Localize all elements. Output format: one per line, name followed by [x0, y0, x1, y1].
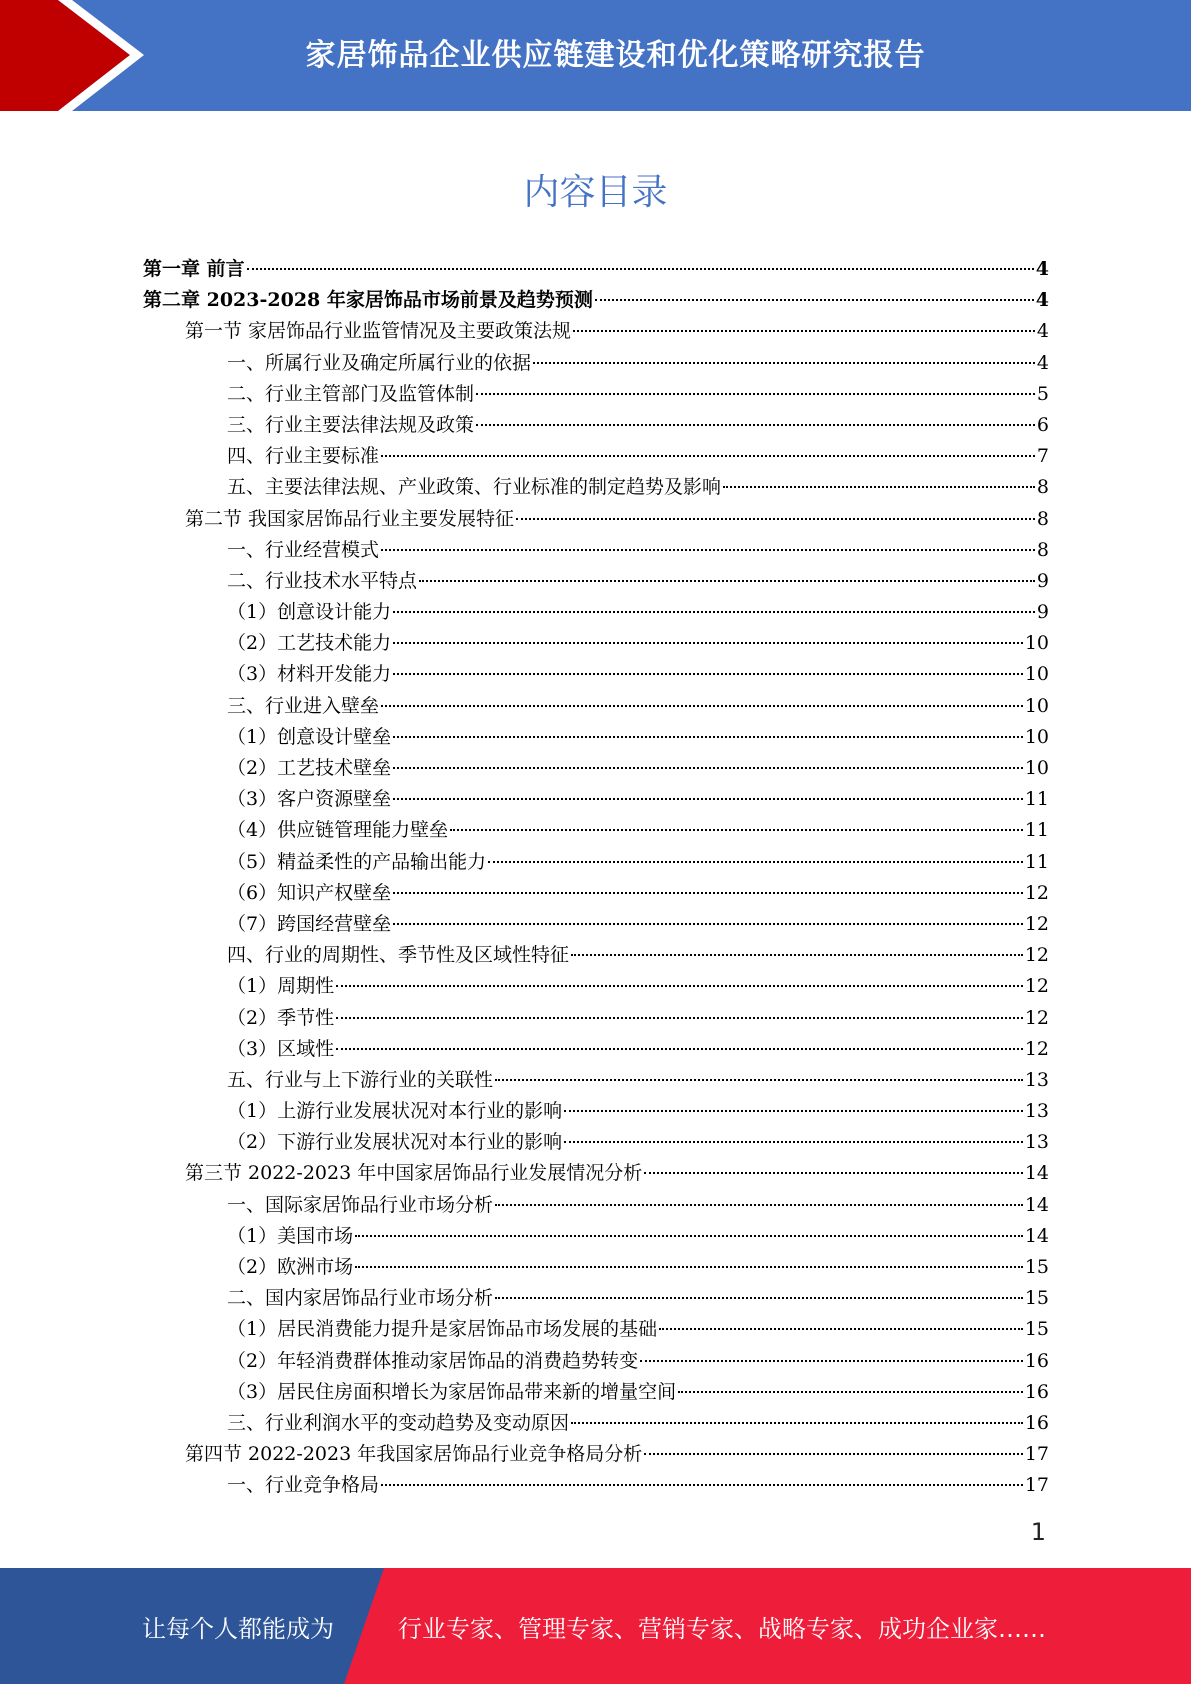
toc-entry-title: 第三节 2022-2023 年中国家居饰品行业发展情况分析	[185, 1162, 643, 1185]
toc-entry-page: 12	[1024, 944, 1049, 967]
toc-entry-page: 16	[1024, 1380, 1049, 1403]
toc-entry-page: 4	[1035, 289, 1049, 312]
toc-dot-leader	[533, 360, 1035, 364]
toc-entry[interactable]	[143, 535, 1049, 566]
toc-entry-page: 10	[1024, 725, 1049, 748]
toc-entry-page: 11	[1024, 850, 1049, 873]
toc-dot-leader	[336, 1046, 1023, 1050]
footer-slogan-left: 让每个人都能成为	[142, 1614, 334, 1643]
toc-dot-leader	[488, 859, 1023, 863]
toc-entry-title: 第一节 家居饰品行业监管情况及主要政策法规	[185, 320, 572, 343]
toc-entry-title: （2）工艺技术壁垒	[227, 757, 392, 779]
toc-dot-leader	[678, 1389, 1023, 1393]
toc-dot-leader	[644, 1451, 1023, 1455]
toc-entry[interactable]	[143, 847, 1049, 878]
toc-entry-page: 16	[1024, 1349, 1049, 1372]
toc-entry-title: 第四节 2022-2023 年我国家居饰品行业竞争格局分析	[185, 1443, 643, 1466]
toc-entry-title: （5）精益柔性的产品输出能力	[227, 850, 487, 873]
toc-entry-title: 一、国际家居饰品行业市场分析	[227, 1193, 494, 1216]
toc-entry-title: （2）季节性	[227, 1006, 335, 1029]
toc-entry-page: 13	[1024, 1068, 1049, 1091]
toc-entry[interactable]	[143, 722, 1049, 753]
toc-entry-title: 一、行业竞争格局	[227, 1474, 380, 1497]
toc-entry[interactable]	[143, 1190, 1049, 1221]
toc-entry[interactable]	[143, 566, 1049, 597]
toc-entry-title: （1）创意设计壁垒	[227, 725, 392, 748]
report-title: 家居饰品企业供应链建设和优化策略研究报告	[305, 37, 926, 73]
table-of-contents	[143, 254, 1049, 1502]
header-chevron-graphic	[0, 0, 150, 111]
toc-dot-leader	[564, 1139, 1023, 1143]
toc-entry[interactable]	[143, 878, 1049, 909]
toc-entry[interactable]	[143, 1470, 1049, 1501]
toc-entry-page: 12	[1024, 975, 1049, 998]
toc-entry[interactable]	[143, 254, 1049, 285]
toc-dot-leader	[393, 609, 1035, 613]
toc-entry-title: （2）下游行业发展状况对本行业的影响	[227, 1131, 563, 1154]
toc-dot-leader	[381, 1482, 1023, 1486]
toc-entry-title: 四、行业的周期性、季节性及区域性特征	[227, 944, 570, 967]
toc-dot-leader	[495, 1202, 1023, 1206]
toc-entry-page: 12	[1024, 912, 1049, 935]
toc-entry[interactable]	[143, 909, 1049, 940]
toc-entry[interactable]	[143, 1127, 1049, 1158]
toc-entry-title: 二、国内家居饰品行业市场分析	[227, 1287, 494, 1310]
toc-dot-leader	[516, 516, 1035, 520]
toc-dot-leader	[355, 1264, 1023, 1268]
toc-dot-leader	[393, 796, 1023, 800]
toc-entry-title: （1）美国市场	[227, 1224, 354, 1247]
toc-dot-leader	[564, 1108, 1023, 1112]
toc-entry-page: 6	[1036, 413, 1049, 436]
toc-entry-page: 16	[1024, 1411, 1049, 1434]
toc-entry-title: 第二节 我国家居饰品行业主要发展特征	[185, 507, 515, 530]
toc-dot-leader	[495, 1295, 1023, 1299]
toc-entry-title: 五、行业与上下游行业的关联性	[227, 1068, 494, 1091]
toc-entry[interactable]	[143, 1314, 1049, 1345]
toc-entry-page: 5	[1036, 382, 1049, 405]
toc-dot-leader	[393, 671, 1023, 675]
page-number: 1	[1030, 1518, 1046, 1546]
toc-entry-page: 12	[1024, 1006, 1049, 1029]
toc-entry-page: 15	[1024, 1318, 1049, 1341]
toc-dot-leader	[640, 1358, 1023, 1362]
toc-dot-leader	[393, 765, 1023, 769]
toc-dot-leader	[723, 484, 1035, 488]
toc-entry-page: 17	[1024, 1443, 1049, 1466]
toc-entry-title: （1）居民消费能力提升是家居饰品市场发展的基础	[227, 1318, 658, 1341]
toc-entry[interactable]	[143, 379, 1049, 410]
toc-dot-leader	[476, 422, 1035, 426]
toc-entry[interactable]	[143, 285, 1049, 316]
toc-entry-page: 7	[1036, 445, 1049, 468]
toc-entry[interactable]	[143, 348, 1049, 379]
toc-entry-page: 17	[1024, 1474, 1049, 1497]
toc-dot-leader	[381, 547, 1035, 551]
toc-entry-page: 10	[1024, 757, 1049, 779]
toc-entry-page: 8	[1036, 538, 1049, 561]
footer-banner	[0, 1568, 1191, 1684]
toc-dot-leader	[355, 1233, 1023, 1237]
footer-slogan-right: 行业专家、管理专家、营销专家、战略专家、成功企业家……	[398, 1614, 1046, 1643]
toc-entry-title: 五、主要法律法规、产业政策、行业标准的制定趋势及影响	[227, 476, 722, 499]
toc-entry-title: （1）上游行业发展状况对本行业的影响	[227, 1100, 563, 1123]
toc-dot-leader	[336, 1015, 1023, 1019]
toc-entry-title: 第一章 前言	[143, 258, 245, 280]
toc-dot-leader	[571, 1420, 1023, 1424]
toc-entry-title: （6）知识产权壁垒	[227, 881, 392, 904]
toc-dot-leader	[450, 827, 1023, 831]
toc-entry[interactable]	[143, 1283, 1049, 1314]
toc-entry[interactable]	[143, 1346, 1049, 1377]
toc-entry[interactable]	[143, 628, 1049, 659]
toc-entry-title: （3）居民住房面积增长为家居饰品带来新的增量空间	[227, 1380, 677, 1403]
toc-entry[interactable]	[143, 1377, 1049, 1408]
toc-entry[interactable]	[143, 472, 1049, 503]
toc-entry-title: 三、行业利润水平的变动趋势及变动原因	[227, 1411, 570, 1434]
toc-entry-page: 4	[1036, 351, 1049, 374]
toc-entry-page: 13	[1024, 1100, 1049, 1123]
toc-entry-title: 二、行业技术水平特点	[227, 569, 418, 592]
toc-entry[interactable]	[143, 504, 1049, 535]
toc-entry-title: （3）区域性	[227, 1037, 335, 1060]
toc-entry[interactable]	[143, 1221, 1049, 1252]
toc-entry-page: 14	[1024, 1224, 1049, 1247]
toc-dot-leader	[419, 578, 1035, 582]
toc-dot-leader	[571, 952, 1023, 956]
toc-entry[interactable]	[143, 1003, 1049, 1034]
toc-entry-page: 14	[1024, 1193, 1049, 1216]
toc-entry-page: 8	[1036, 476, 1049, 499]
toc-entry-page: 12	[1024, 881, 1049, 904]
toc-entry-title: 一、行业经营模式	[227, 538, 380, 561]
toc-entry-page: 15	[1024, 1287, 1049, 1310]
toc-entry[interactable]	[143, 940, 1049, 971]
toc-dot-leader	[381, 703, 1023, 707]
toc-entry-page: 4	[1035, 258, 1049, 280]
toc-entry-title: （3）客户资源壁垒	[227, 788, 392, 811]
toc-entry-page: 12	[1024, 1037, 1049, 1060]
toc-dot-leader	[659, 1326, 1023, 1330]
toc-entry-title: （3）材料开发能力	[227, 663, 392, 686]
toc-entry[interactable]	[143, 753, 1049, 784]
toc-entry[interactable]	[143, 597, 1049, 628]
toc-entry-title: 三、行业主要法律法规及政策	[227, 413, 475, 436]
toc-dot-leader	[336, 983, 1023, 987]
toc-dot-leader	[247, 266, 1034, 270]
toc-entry-title: （2）年轻消费群体推动家居饰品的消费趋势转变	[227, 1349, 639, 1372]
toc-entry[interactable]	[143, 316, 1049, 347]
toc-dot-leader	[595, 297, 1034, 301]
toc-entry[interactable]	[143, 691, 1049, 722]
toc-entry-title: 一、所属行业及确定所属行业的依据	[227, 351, 532, 374]
toc-heading: 内容目录	[523, 172, 668, 213]
toc-entry-page: 11	[1024, 788, 1049, 811]
toc-entry[interactable]	[143, 1065, 1049, 1096]
toc-entry-title: （2）工艺技术能力	[227, 632, 392, 655]
toc-entry-page: 14	[1024, 1162, 1049, 1185]
toc-entry[interactable]	[143, 410, 1049, 441]
toc-dot-leader	[393, 921, 1023, 925]
toc-entry-title: 第二章 2023-2028 年家居饰品市场前景及趋势预测	[143, 289, 593, 312]
toc-entry-title: （1）创意设计能力	[227, 601, 392, 624]
toc-dot-leader	[393, 734, 1023, 738]
toc-entry-page: 4	[1036, 320, 1049, 343]
toc-entry-page: 11	[1024, 819, 1049, 842]
toc-entry-title: 二、行业主管部门及监管体制	[227, 382, 475, 405]
toc-dot-leader	[393, 640, 1023, 644]
toc-entry-page: 10	[1024, 663, 1049, 686]
toc-entry[interactable]	[143, 1408, 1049, 1439]
toc-entry[interactable]	[143, 1439, 1049, 1470]
toc-entry-page: 9	[1036, 569, 1049, 592]
toc-entry[interactable]	[143, 441, 1049, 472]
toc-entry[interactable]	[143, 1034, 1049, 1065]
toc-entry[interactable]	[143, 815, 1049, 846]
toc-dot-leader	[495, 1077, 1023, 1081]
toc-entry-title: （1）周期性	[227, 975, 335, 998]
toc-entry-title: 三、行业进入壁垒	[227, 694, 380, 717]
toc-entry-title: （4）供应链管理能力壁垒	[227, 819, 449, 842]
toc-entry[interactable]	[143, 784, 1049, 815]
toc-entry[interactable]	[143, 659, 1049, 690]
toc-entry-page: 10	[1024, 632, 1049, 655]
toc-entry-title: 四、行业主要标准	[227, 445, 380, 468]
toc-entry-page: 8	[1036, 507, 1049, 530]
toc-entry-page: 9	[1036, 601, 1049, 624]
toc-entry[interactable]	[143, 1158, 1049, 1189]
toc-entry-page: 10	[1024, 694, 1049, 717]
toc-entry[interactable]	[143, 1252, 1049, 1283]
toc-entry[interactable]	[143, 971, 1049, 1002]
toc-dot-leader	[573, 328, 1035, 332]
toc-dot-leader	[644, 1170, 1023, 1174]
toc-dot-leader	[393, 890, 1023, 894]
toc-entry-title: （7）跨国经营壁垒	[227, 912, 392, 935]
toc-dot-leader	[476, 391, 1035, 395]
header-banner	[0, 0, 1191, 111]
toc-entry-title: （2）欧洲市场	[227, 1256, 354, 1278]
toc-dot-leader	[381, 453, 1035, 457]
toc-entry-page: 15	[1024, 1256, 1049, 1278]
toc-entry[interactable]	[143, 1096, 1049, 1127]
toc-entry-page: 13	[1024, 1131, 1049, 1154]
